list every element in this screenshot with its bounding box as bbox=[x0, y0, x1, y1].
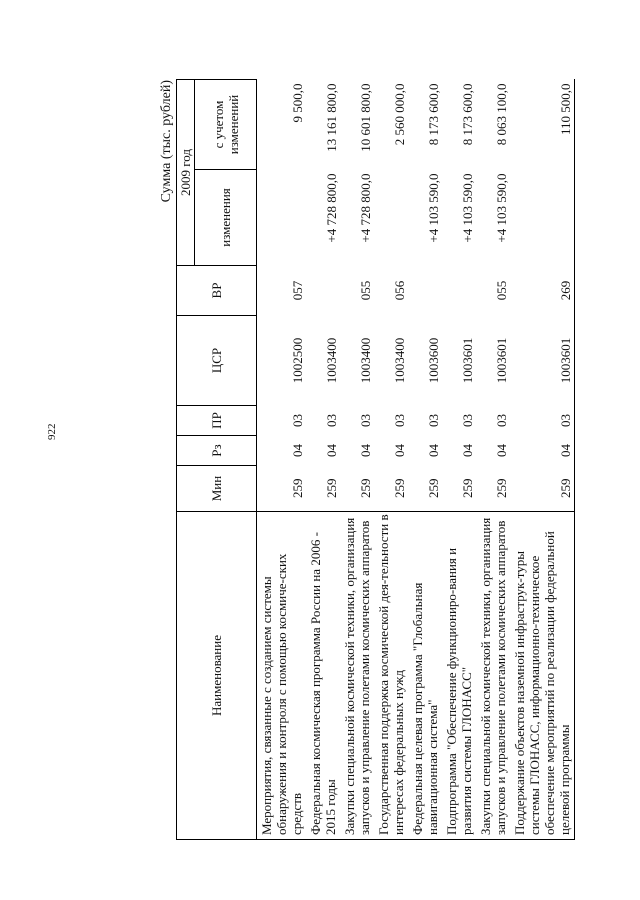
row-total: 8 173 600,0 bbox=[426, 83, 441, 146]
row-min: 259 bbox=[392, 478, 407, 498]
row-pr: 03 bbox=[460, 414, 475, 427]
rotated-table-page bbox=[160, 80, 580, 840]
row-vr: 269 bbox=[510, 266, 575, 316]
row-changes: +4 103 590,0 bbox=[460, 173, 475, 243]
header-vr: ВР bbox=[177, 266, 257, 316]
row-pr: 03 bbox=[290, 414, 305, 427]
row-rz: 04 bbox=[324, 444, 339, 457]
row-rz: 04 bbox=[460, 444, 475, 457]
row-csr: 1002500 bbox=[290, 337, 305, 384]
row-rz: 04 bbox=[290, 444, 305, 457]
row-changes bbox=[510, 170, 575, 266]
header-name: Наименование bbox=[177, 512, 257, 840]
header-min: Мин bbox=[177, 466, 257, 512]
page-number: 922 bbox=[46, 423, 58, 440]
table-row bbox=[306, 80, 340, 840]
table-row bbox=[257, 80, 307, 840]
row-changes: +4 728 800,0 bbox=[324, 173, 339, 243]
row-name: Мероприятия, связанные с созданием системы обнаружения и контроля с помощью космиче-ских средств bbox=[257, 512, 307, 840]
row-name: Закупки специальной космической техники, организация запусков и управление полетами космических аппаратов bbox=[476, 512, 510, 840]
row-vr bbox=[306, 266, 340, 316]
table-row bbox=[408, 80, 442, 840]
row-csr: 1003400 bbox=[324, 337, 339, 384]
row-name: Государственная поддержка космической дея-тельности в интересах федеральных нужд bbox=[374, 512, 408, 840]
row-rz: 04 bbox=[510, 436, 575, 466]
row-csr: 1003601 bbox=[460, 337, 475, 384]
row-rz: 04 bbox=[426, 444, 441, 457]
row-min: 259 bbox=[494, 478, 509, 498]
table-row bbox=[476, 80, 510, 840]
row-vr: 055 bbox=[358, 280, 373, 301]
row-min: 259 bbox=[358, 478, 373, 498]
row-rz: 04 bbox=[358, 444, 373, 457]
row-vr bbox=[442, 266, 476, 316]
header-year: 2009 год bbox=[177, 80, 195, 266]
table-row bbox=[442, 80, 476, 840]
table-row bbox=[340, 80, 374, 840]
row-vr: 056 bbox=[392, 280, 407, 301]
row-pr: 03 bbox=[324, 414, 339, 427]
sum-caption: Сумма (тыс. рублей) bbox=[159, 80, 174, 203]
row-min: 259 bbox=[426, 478, 441, 498]
row-total: 2 560 000,0 bbox=[392, 83, 407, 146]
row-total: 110 500,0 bbox=[510, 80, 575, 170]
row-name: Федеральная целевая программа "Глобальная навигационная система" bbox=[408, 512, 442, 840]
header-rz: Рз bbox=[177, 436, 257, 466]
row-csr: 1003400 bbox=[392, 337, 407, 384]
row-changes bbox=[257, 170, 307, 266]
row-vr: 055 bbox=[494, 280, 509, 301]
row-min: 259 bbox=[324, 478, 339, 498]
header-changes: изменения bbox=[195, 170, 257, 266]
row-csr: 1003601 bbox=[494, 337, 509, 384]
row-pr: 03 bbox=[358, 414, 373, 427]
table-row bbox=[374, 80, 408, 840]
row-min: 259 bbox=[460, 478, 475, 498]
row-vr bbox=[408, 266, 442, 316]
row-total: 8 173 600,0 bbox=[460, 83, 475, 146]
row-min: 259 bbox=[290, 478, 305, 498]
row-pr: 03 bbox=[494, 414, 509, 427]
row-pr: 03 bbox=[392, 414, 407, 427]
row-name: Закупки специальной космической техники, организация запусков и управление полетами космических аппаратов bbox=[340, 512, 374, 840]
row-name: Подпрограмма "Обеспечение функциониро-вания и развития системы ГЛОНАСС" bbox=[442, 512, 476, 840]
row-csr: 1003601 bbox=[510, 316, 575, 406]
row-total: 8 063 100,0 bbox=[494, 83, 509, 146]
row-csr: 1003400 bbox=[358, 337, 373, 384]
row-total: 13 161 800,0 bbox=[324, 83, 339, 152]
row-changes bbox=[374, 170, 408, 266]
row-vr: 057 bbox=[290, 280, 305, 301]
row-name: Федеральная космическая программа России на 2006 - 2015 годы bbox=[306, 512, 340, 840]
row-total: 10 601 800,0 bbox=[358, 83, 373, 152]
header-csr: ЦСР bbox=[177, 316, 257, 406]
header-pr: ПР bbox=[177, 406, 257, 436]
row-rz: 04 bbox=[392, 444, 407, 457]
row-pr: 03 bbox=[510, 406, 575, 436]
row-rz: 04 bbox=[494, 444, 509, 457]
row-min: 259 bbox=[510, 466, 575, 512]
row-changes: +4 103 590,0 bbox=[426, 173, 441, 243]
row-total: 9 500,0 bbox=[290, 83, 305, 123]
row-pr: 03 bbox=[426, 414, 441, 427]
table-row bbox=[510, 80, 575, 840]
header-with-changes: с учетом изменений bbox=[195, 80, 257, 170]
row-changes: +4 728 800,0 bbox=[358, 173, 373, 243]
budget-table bbox=[176, 79, 575, 840]
row-changes: +4 103 590,0 bbox=[494, 173, 509, 243]
row-csr: 1003600 bbox=[426, 337, 441, 384]
row-name: Поддержание объектов наземной инфраструк-туры системы ГЛОНАСС, информационно-техническое обеспечение мероприятий по реализации федеральной целевой программы bbox=[510, 512, 575, 840]
